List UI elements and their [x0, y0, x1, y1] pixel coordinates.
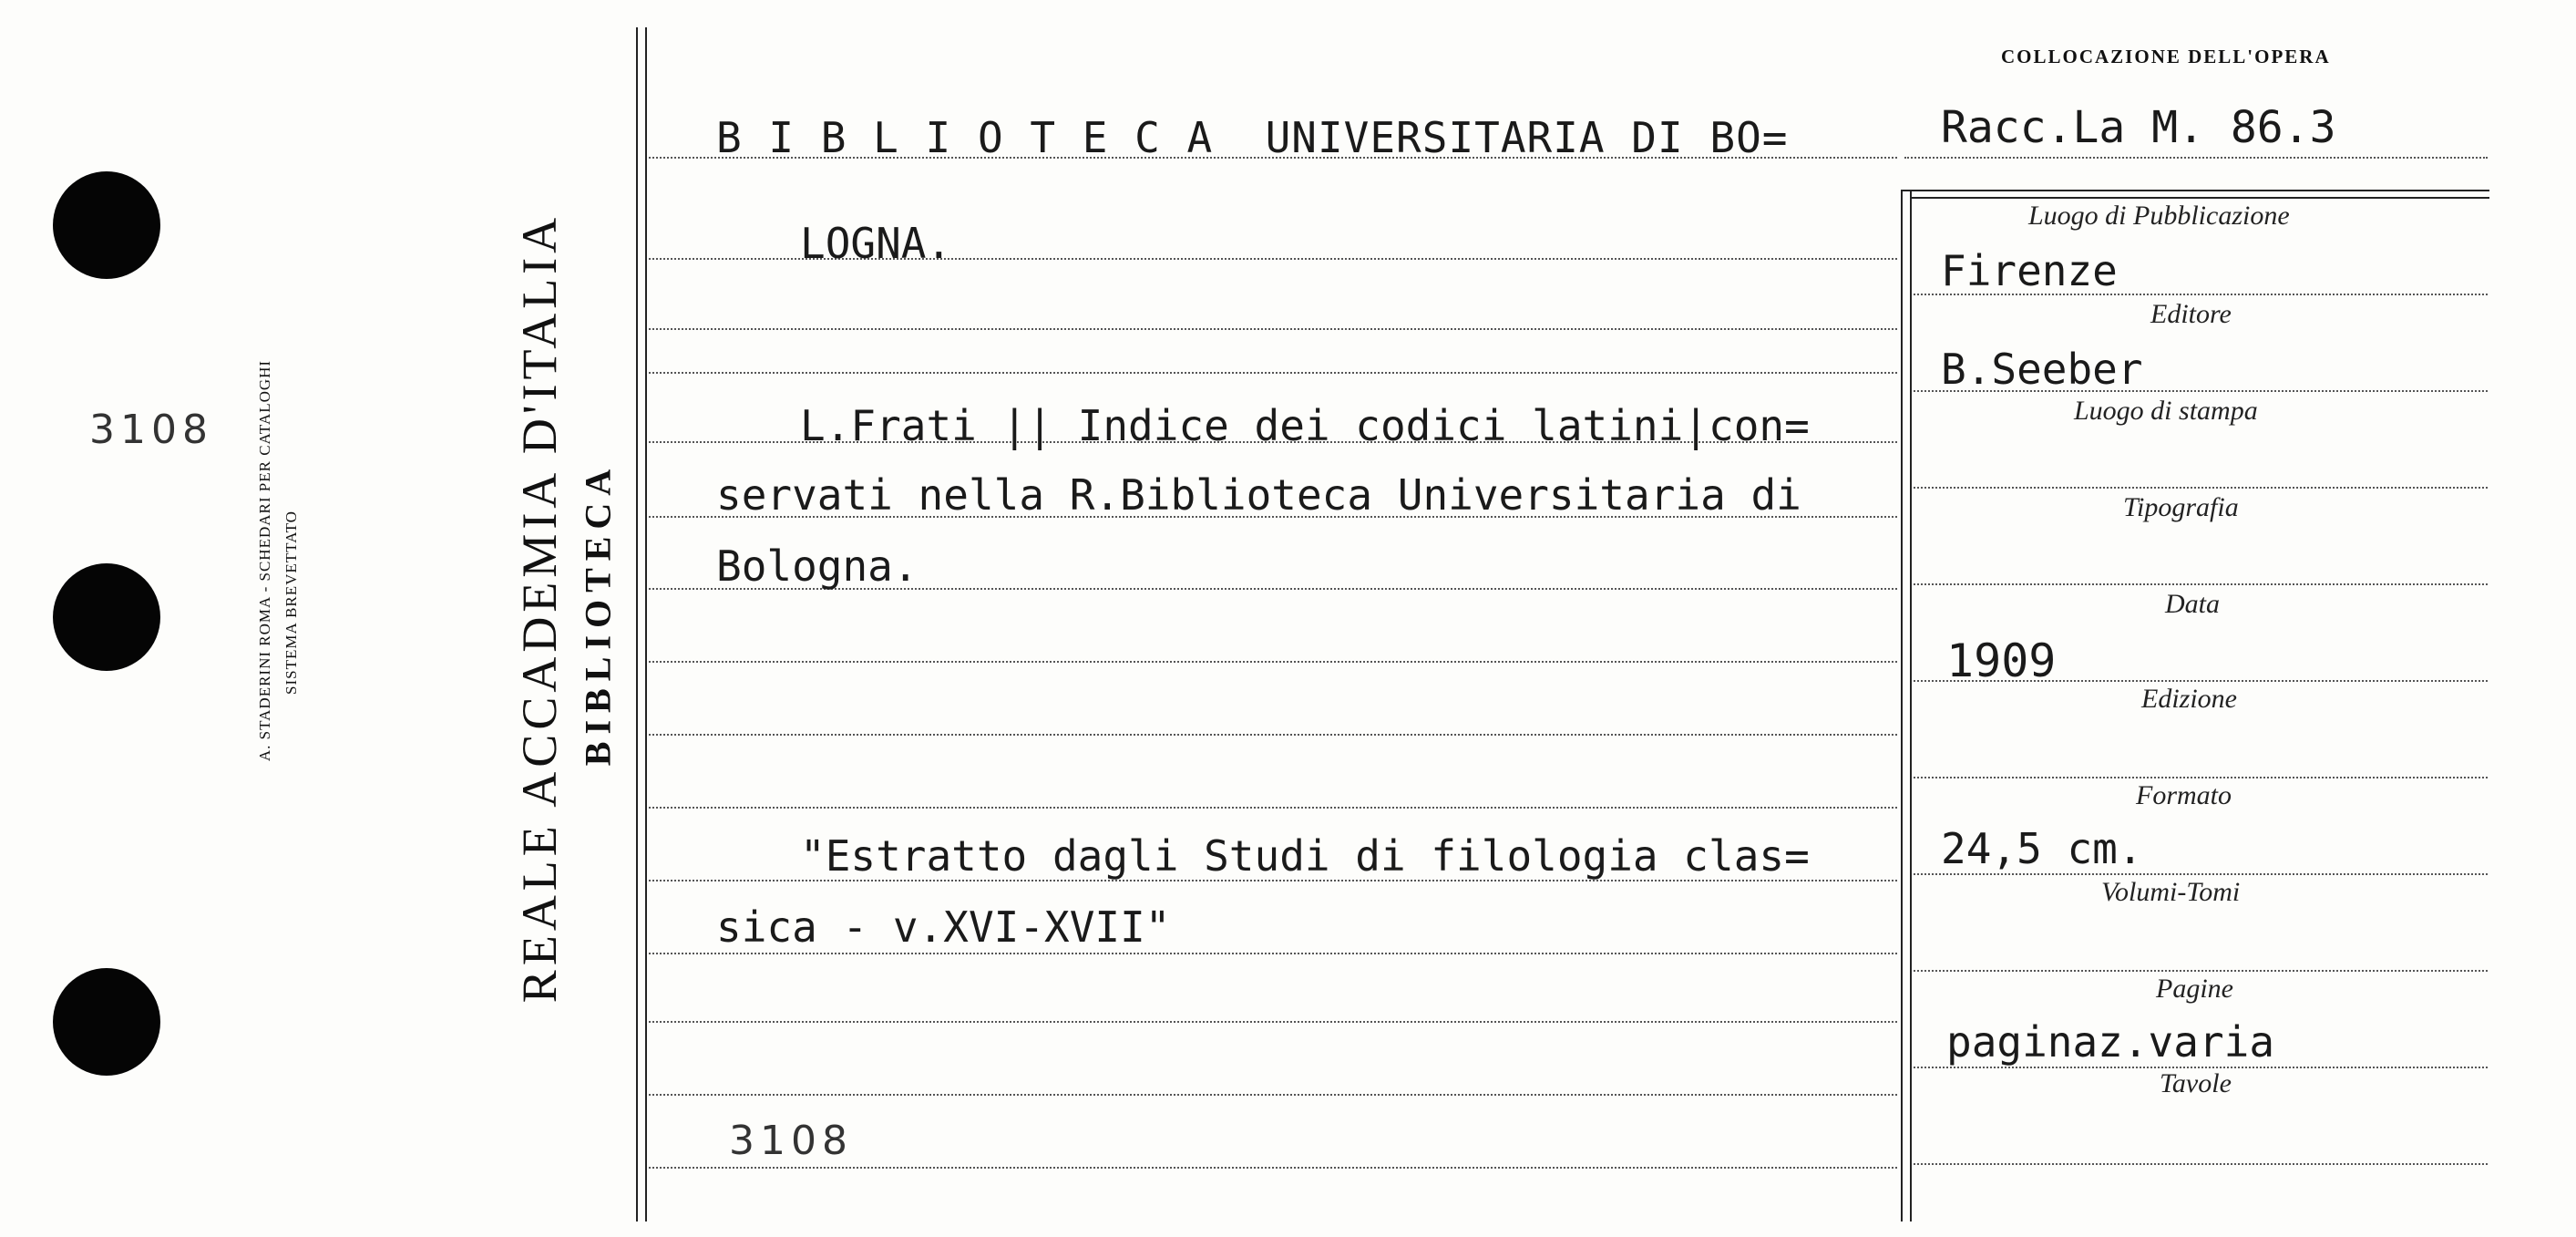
field-value-luogo-pubblicazione: Firenze [1941, 246, 2118, 295]
field-label-tipografia: Tipografia [2123, 492, 2239, 522]
panel-border-left-outer [1901, 190, 1903, 1222]
margin-catalog-number: 3108 [89, 407, 213, 453]
main-border-left-outer [636, 27, 638, 1222]
field-label-volumi-tomi: Volumi-Tomi [2101, 877, 2241, 907]
field-label-luogo-stampa: Luogo di stampa [2074, 396, 2258, 426]
field-value-editore: B.Seeber [1941, 345, 2143, 394]
panel-rule [1914, 583, 2488, 585]
punch-hole-bottom [53, 968, 160, 1076]
field-label-pagine: Pagine [2156, 974, 2233, 1004]
field-label-formato: Formato [2136, 780, 2232, 810]
panel-top-border-inner [1910, 197, 2489, 199]
field-value-pagine: paginaz.varia [1946, 1017, 2275, 1067]
author-line-1: B I B L I O T E C A UNIVERSITARIA DI BO= [716, 113, 1789, 162]
panel-rule [1914, 1163, 2488, 1165]
field-label-edizione: Edizione [2141, 684, 2237, 714]
field-label-editore: Editore [2150, 299, 2232, 329]
collocation-value: Racc.La M. 86.3 [1941, 102, 2336, 153]
main-rule [649, 661, 1897, 663]
main-rule [649, 328, 1897, 330]
collocation-label: COLLOCAZIONE DELL'OPERA [2001, 46, 2331, 67]
inventory-number: 3108 [729, 1118, 853, 1164]
title-line-2: servati nella R.Biblioteca Universitaria di [716, 470, 1801, 520]
field-label-tavole: Tavole [2160, 1068, 2232, 1098]
main-rule [649, 953, 1897, 954]
author-line-2: LOGNA. [800, 219, 952, 268]
main-rule [649, 734, 1897, 736]
punch-hole-top [53, 171, 160, 279]
main-rule [649, 1094, 1897, 1096]
printer-imprint-line-2: SISTEMA BREVETTATO [282, 510, 300, 695]
main-border-left-inner [645, 27, 647, 1222]
printer-imprint-line-1: A. STADERINI ROMA - SCHEDARI PER CATALOGHI [256, 359, 273, 762]
collocation-rule [1904, 157, 2488, 159]
panel-rule [1914, 970, 2488, 972]
main-rule [649, 1167, 1897, 1169]
field-label-luogo-pubblicazione: Luogo di Pubblicazione [2028, 201, 2290, 231]
title-line-1: L.Frati || Indice dei codici latini|con= [800, 401, 1810, 450]
library-heading: BIBLIOTECA [577, 461, 619, 767]
note-line-1: "Estratto dagli Studi di filologia clas= [800, 831, 1810, 881]
main-rule [649, 372, 1897, 374]
panel-rule [1914, 777, 2488, 778]
panel-border-left-inner [1910, 190, 1912, 1222]
field-label-data: Data [2165, 589, 2220, 619]
note-line-2: sica - v.XVI-XVII" [716, 902, 1171, 952]
panel-top-border-outer [1901, 190, 2489, 191]
institution-heading: REALE ACCADEMIA D'ITALIA [512, 212, 567, 1004]
main-rule [649, 1021, 1897, 1023]
punch-hole-middle [53, 563, 160, 671]
title-line-3: Bologna. [716, 541, 919, 591]
main-rule [649, 807, 1897, 809]
field-value-data: 1909 [1946, 634, 2057, 687]
panel-rule [1914, 487, 2488, 489]
field-value-formato: 24,5 cm. [1941, 824, 2143, 873]
panel-rule [1914, 873, 2488, 875]
